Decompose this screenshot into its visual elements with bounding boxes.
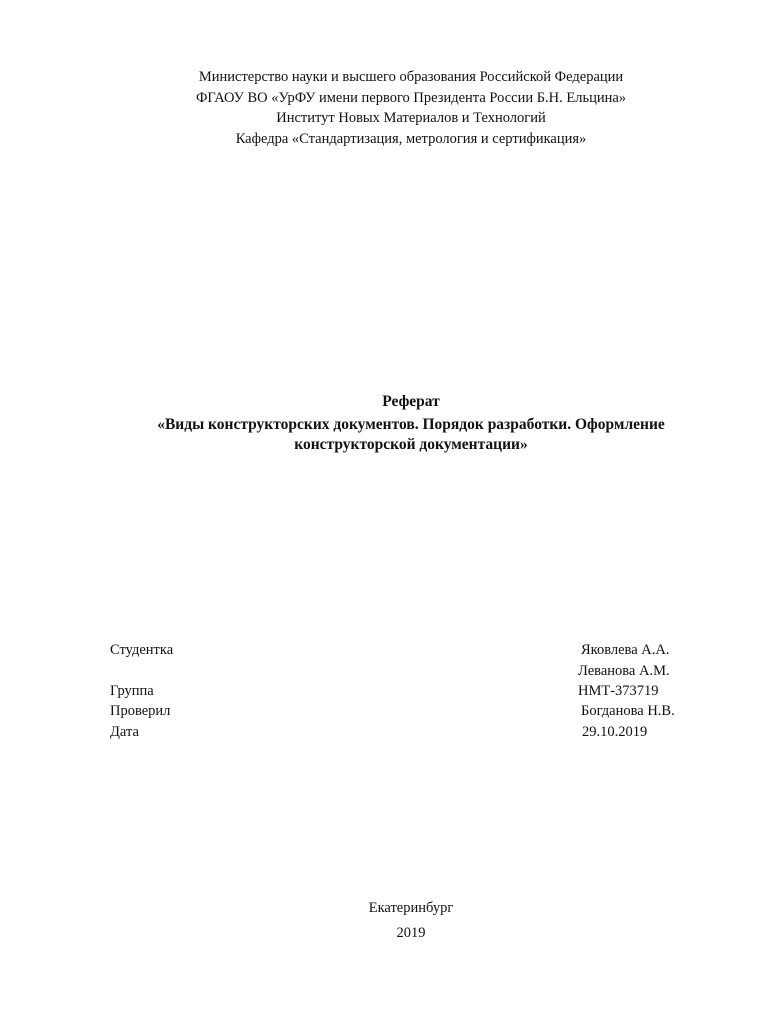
student-label: Студентка — [110, 642, 174, 658]
checker-label: Проверил — [110, 703, 171, 719]
department-line: Кафедра «Стандартизация, метрология и сертификация» — [235, 131, 587, 147]
date-value: 29.10.2019 — [582, 724, 648, 740]
group-value: НМТ-373719 — [578, 683, 659, 699]
ministry-line: Министерство науки и высшего образования Российской Федерации — [198, 69, 624, 85]
student-name-2: Леванова А.М. — [578, 663, 670, 679]
institute-line: Институт Новых Материалов и Технологий — [276, 110, 546, 126]
checker-value: Богданова Н.В. — [581, 703, 675, 719]
topic-title-line-1: «Виды конструкторских документов. Порядок разработки. Оформление — [157, 416, 665, 433]
document-type-title: Реферат — [382, 393, 440, 410]
group-label: Группа — [110, 683, 154, 699]
university-line: ФГАОУ ВО «УрФУ имени первого Президента России Б.Н. Ельцина» — [195, 90, 627, 106]
city-line: Екатеринбург — [368, 900, 454, 916]
date-label: Дата — [110, 724, 139, 740]
student-name-1: Яковлева А.А. — [581, 642, 670, 658]
year-line: 2019 — [396, 925, 426, 941]
topic-title-line-2: конструкторской документации» — [294, 436, 528, 453]
